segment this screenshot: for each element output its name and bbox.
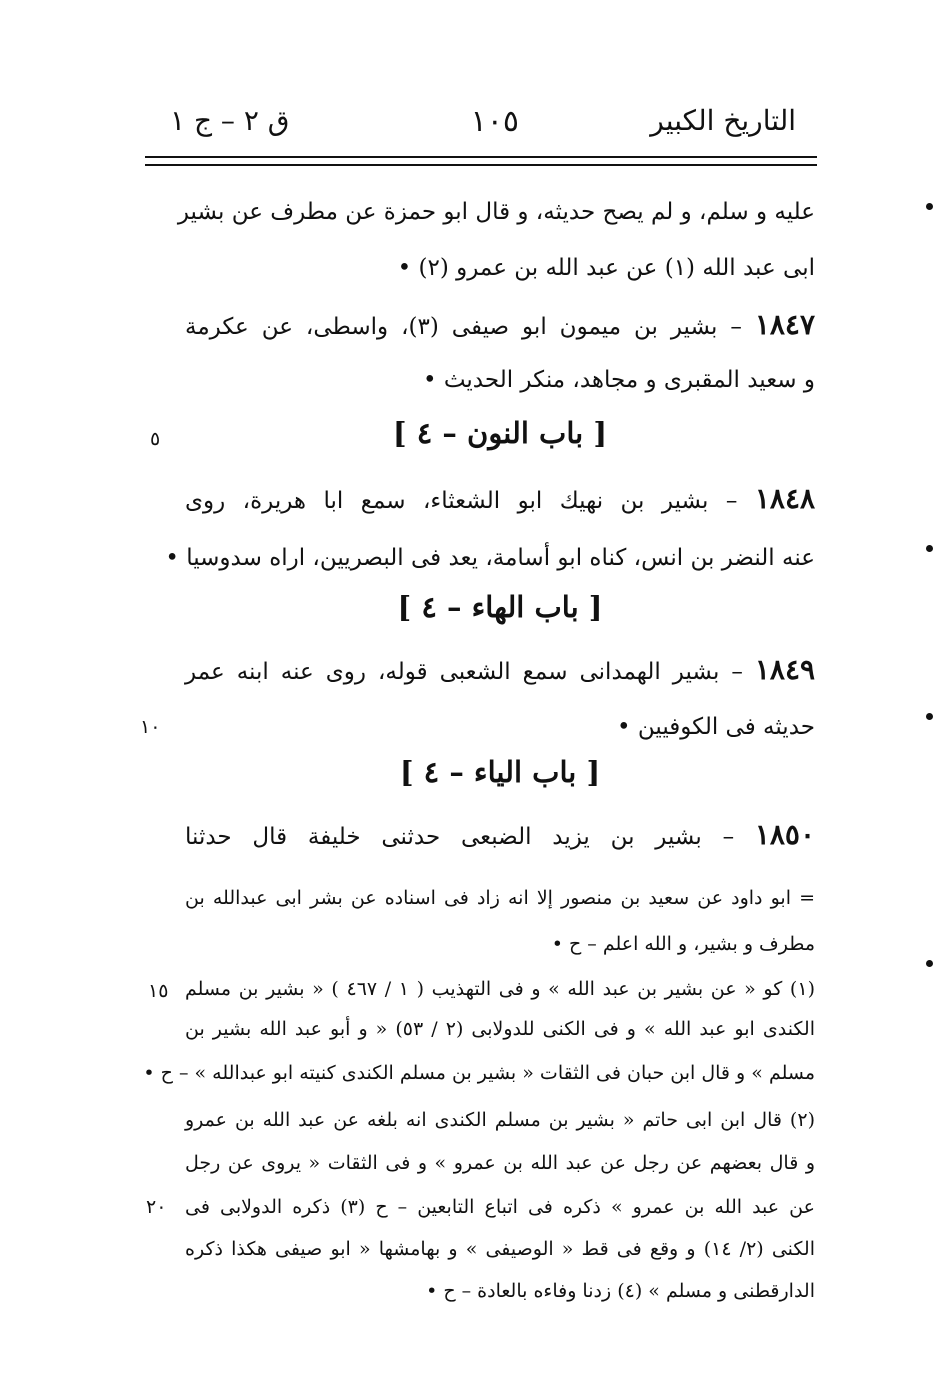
- entry-number: ١٨٥٠: [754, 818, 815, 851]
- line-number-20: ٢٠: [146, 1196, 167, 1218]
- entry-1848: [185, 474, 815, 526]
- entry-text: بشير الهمدانى سمع الشعبى قوله، روى عنه ابنه عمر: [185, 659, 720, 685]
- chapter-heading: [ باب النون – ٤ ]: [392, 416, 608, 450]
- margin-mark: [926, 960, 933, 967]
- margin-mark: [926, 203, 933, 210]
- part-volume: ق ٢ – ج ١: [170, 104, 290, 137]
- chapter-heading: [ باب الهاء – ٤ ]: [397, 590, 603, 624]
- entry-1849: [185, 645, 815, 697]
- footnote-line: الكنى (٢/ ١٤) و وقع فى قط « الوصيفى » و بهامشها « ابو صيفى هكذا ذكره: [185, 1238, 815, 1260]
- text-line: حديثه فى الكوفيين •: [617, 714, 815, 740]
- footnote-line: و قال بعضهم عن رجل عن عبد الله بن عمرو » و فى الثقات « يروى عن رجل: [185, 1152, 815, 1174]
- footnote-line: الدارقطنى و مسلم » (٤) زدنا وفاءه بالعادة – ح •: [426, 1280, 815, 1302]
- entry-dash: –: [731, 659, 743, 685]
- entry-number: ١٨٤٧: [754, 308, 815, 341]
- footnote-line: مطرف و بشير، و الله اعلم – ح •: [551, 933, 815, 955]
- entry-text: بشير بن يزيد الضبعى حدثنى خليفة قال حدثنا: [185, 824, 702, 850]
- entry-dash: –: [730, 314, 742, 340]
- text-line: عنه النضر بن انس، كناه ابو أسامة، يعد فى البصريين، اراه سدوسيا •: [165, 545, 815, 571]
- footnote-line: الكندى ابو عبد الله » و فى الكنى للدولابى (٢ / ٥٣) « و أبو عبد الله بشير بن: [185, 1018, 815, 1040]
- text-line: عليه و سلم، و لم يصح حديثه، و قال ابو حمزة عن مطرف عن بشير: [177, 199, 815, 225]
- text-line: و سعيد المقبرى و مجاهد، منكر الحديث •: [422, 367, 815, 393]
- entry-1850: [185, 810, 815, 862]
- margin-mark: [926, 713, 933, 720]
- chapter-heading: [ باب الياء – ٤ ]: [399, 755, 601, 789]
- entry-text: بشير بن ميمون ابو صيفى (٣)، واسطى، عن عكرمة: [185, 314, 718, 340]
- entry-1847: [185, 300, 815, 352]
- page-number: ١٠٥: [470, 104, 519, 139]
- entry-number: ١٨٤٩: [754, 653, 816, 686]
- margin-mark: [926, 545, 933, 552]
- running-title: التاريخ الكبير: [650, 104, 796, 137]
- line-number-10: ١٠: [140, 716, 161, 738]
- entry-dash: –: [722, 824, 735, 850]
- footnote-line: (١) كو « عن بشير بن عبد الله » و فى التهذيب ( ١ / ٤٦٧ ) « بشير بن مسلم: [185, 978, 815, 1000]
- footnote-line: عن عبد الله بن عمرو » ذكره فى اتباع التابعين – ح (٣) ذكره الدولابى فى: [185, 1196, 815, 1218]
- entry-number: ١٨٤٨: [754, 482, 816, 515]
- footnote-line: (٢) قال ابن ابى حاتم « بشير بن مسلم الكندى انه بلغه عن عبد الله بن عمرو: [185, 1109, 815, 1131]
- text-line: ابى عبد الله (١) عن عبد الله بن عمرو (٢) •: [397, 255, 815, 281]
- footnote-line: مسلم » و قال ابن حبان فى الثقات « بشير بن مسلم الكندى كنيته ابو عبدالله » – ح •: [143, 1062, 815, 1084]
- line-number-15: ١٥: [148, 980, 169, 1002]
- entry-text: بشير بن نهيك ابو الشعثاء، سمع ابا هريرة، روى: [185, 488, 709, 514]
- footnote-line: = ابو داود عن سعيد بن منصور إلا انه زاد فى اسناده عن بشر ابى عبدالله بن: [185, 887, 815, 909]
- line-number-5: ٥: [150, 428, 161, 450]
- entry-dash: –: [725, 488, 738, 514]
